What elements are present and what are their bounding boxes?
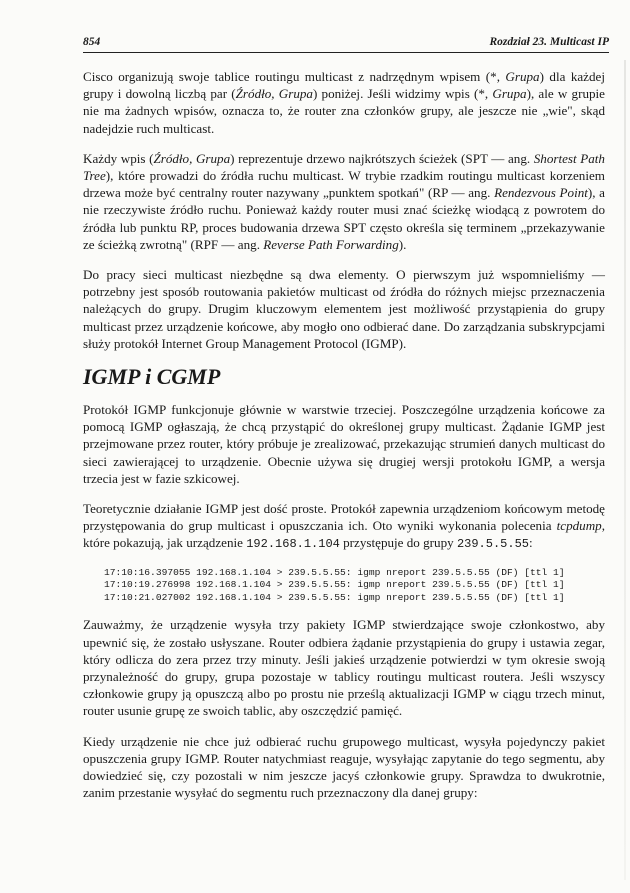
paragraph-5: Teoretycznie działanie IGMP jest dość proste. Protokół zapewnia urządzeniom końcowym metodę przystępowania do grup multicast i opuszczania ich. Oto wyniki wykonania polecenia tcpdump, które pokazują, jak urządzenie 192.168.1.104 przystępuje do grupy 239.5.5.55: <box>83 501 605 552</box>
page-number: 854 <box>83 36 101 48</box>
section-heading: IGMP i CGMP <box>83 364 221 390</box>
paragraph-1: Cisco organizują swoje tablice routingu multicast z nadrzędnym wpisem (*, Grupa) dla każdej grupy i dowolną liczbą par (Źródło, Grupa) poniżej. Jeśli widzimy wpis (*, Grupa), ale w grupie nie ma żadnych wpisów, oznacza to, że router zna członków grupy, ale jeszcze nie „wie", skąd nadejdzie ruch multicast. <box>83 69 605 136</box>
chapter-title: Rozdział 23. Multicast IP <box>489 36 609 48</box>
paragraph-2: Każdy wpis (Źródło, Grupa) reprezentuje drzewo najkrótszych ścieżek (SPT — ang. Shortest Path Tree), które prowadzi do źródła ruchu multicast. W trybie rzadkim routingu multicast korzeniem drzewa może być centralny router nazywany „punktem spotkań" (RP — ang. Rendezvous Point), a nie rzeczywiste źródło ruchu. Ponieważ każdy router musi znać ścieżkę wiodącą z powrotem do źródła lub punktu RP, proces budowania drzewa SPT często określa się terminem „przekazywanie ze ścieżką zwrotną" (RPF — ang. Reverse Path Forwarding). <box>83 150 605 252</box>
paragraph-3: Do pracy sieci multicast niezbędne są dwa elementy. O pierwszym już wspomnieliśmy — potrzebny jest sposób routowania pakietów multicast od źródła do różnych miejsc przeznaczenia należących do grupy. Drugim kluczowym elementem jest możliwość przystąpienia do grupy multicast przez urządzenie końcowe, aby mogło ono odbierać dane. Do zarządzania subskrypcjami służy protokół Internet Group Management Protocol (IGMP). <box>83 267 605 351</box>
header-rule <box>83 52 609 53</box>
page-body <box>83 68 605 814</box>
code-line: 17:10:16.397055 192.168.1.104 > 239.5.5.55: igmp nreport 239.5.5.55 (DF) [ttl 1] <box>104 566 565 578</box>
paragraph-6: Zauważmy, że urządzenie wysyła trzy pakiety IGMP stwierdzające swoje członkostwo, aby upewnić się, że zostało usłyszane. Router odbiera żądanie przystąpienia do grupy i ustawia zegar, który odlicza do zera przez trzy minuty. Jeśli jakieś urządzenie potwierdzi w tym okresie swoją przynależność do grupy, grupa pozostaje w tablicy routingu multicast routera. Jeśli wszyscy członkowie grupy ją opuszczą albo po prostu nie prześlą aktualizacji IGMP w ciągu trzech minut, router usunie grupę ze swoich tablic, aby oszczędzić pamięć. <box>83 617 605 719</box>
tcpdump-output <box>104 567 605 605</box>
paragraph-4: Protokół IGMP funkcjonuje głównie w warstwie trzeciej. Poszczególne urządzenia końcowe za pomocą IGMP ogłaszają, że chcą przystąpić do określonej grupy multicast. Żądanie IGMP jest przejmowane przez router, który próbuje je zrealizować, przekazując strumień danych multicast do sieci zawierającej to urządzenie. Obecnie używa się drugiej wersji protokołu IGMP, a wersja trzecia jest w fazie szkicowej. <box>83 402 605 486</box>
code-line: 17:10:19.276998 192.168.1.104 > 239.5.5.55: igmp nreport 239.5.5.55 (DF) [ttl 1] <box>104 579 565 591</box>
scan-edge-shadow <box>624 60 626 880</box>
paragraph-7: Kiedy urządzenie nie chce już odbierać ruchu grupowego multicast, wysyła pojedynczy pakiet opuszczenia grupy IGMP. Router natychmiast reaguje, wysyłając zapytanie do tego segmentu, aby dowiedzieć się, czy pozostali w nim jeszcze jacyś członkowie grupy. Sprawdza to dwukrotnie, zanim przestanie wysyłać do segmentu ruch przeznaczony dla danej grupy: <box>83 733 605 801</box>
code-line: 17:10:21.027002 192.168.1.104 > 239.5.5.55: igmp nreport 239.5.5.55 (DF) [ttl 1] <box>104 591 565 603</box>
